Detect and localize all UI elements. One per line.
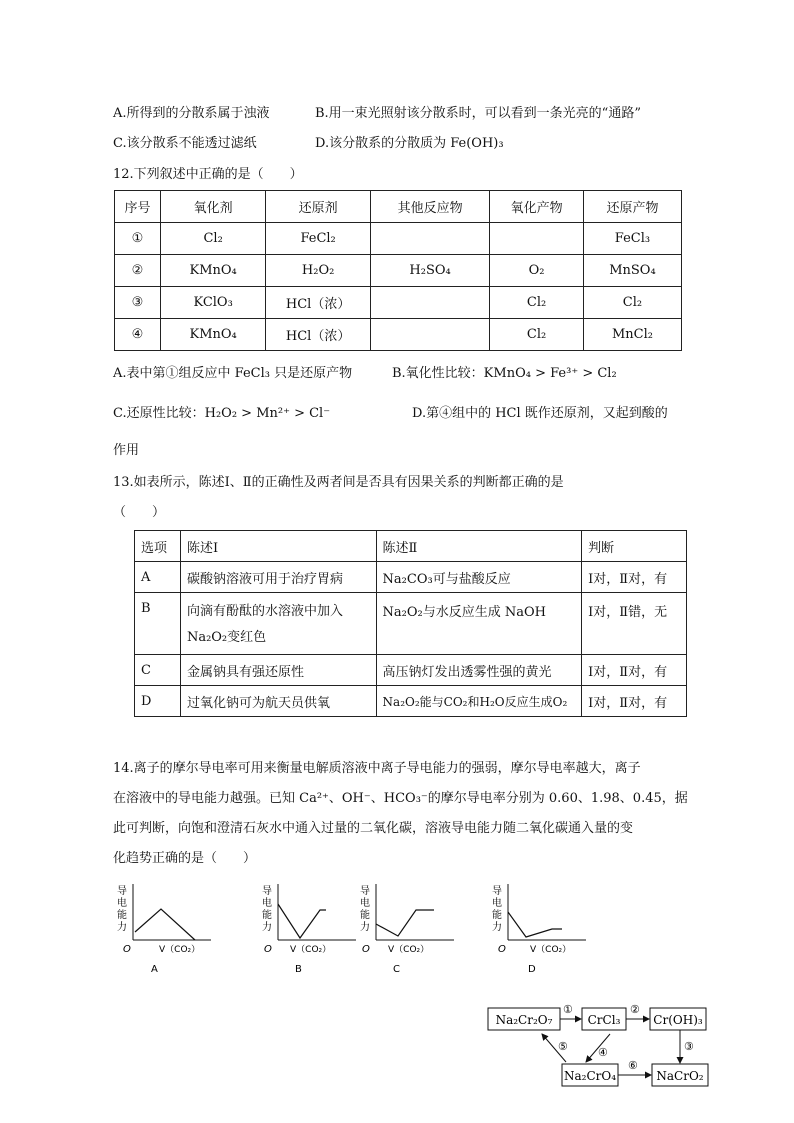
table-row <box>135 593 687 655</box>
q14-graph-d <box>490 882 590 981</box>
table-row <box>115 255 682 287</box>
table-cell: 高压钠灯发出透雾性强的黄光 <box>376 655 582 686</box>
graph-origin-label: O <box>264 944 272 955</box>
q11-option-a: A.所得到的分散系属于浊液 <box>113 106 270 121</box>
q12-option-c: C.还原性比较：H₂O₂ > Mn²⁺ > Cl⁻ <box>113 406 331 421</box>
graph-ylabel-char: 能 <box>117 910 127 921</box>
graph-xlabel: V（CO₂） <box>290 945 332 955</box>
graph-option-label: D <box>528 964 536 975</box>
flow-step-label: ② <box>630 1003 640 1016</box>
table-cell: ① <box>115 223 161 255</box>
graph-xlabel: V（CO₂） <box>388 945 430 955</box>
q11-option-b: B.用一束光照射该分散系时，可以看到一条光亮的“通路” <box>315 106 641 121</box>
graph-curve <box>135 909 195 940</box>
q13-rowB-text-line1: 向滴有酚酞的水溶液中加入 <box>186 604 343 619</box>
q12-table <box>114 190 682 351</box>
graph-curve <box>376 910 434 936</box>
q12-header-cell: 其他反应物 <box>370 191 489 223</box>
q12-option-d: D.第④组中的 HCl 既作还原剂，又起到酸的 <box>412 406 668 421</box>
q12-header-cell: 序号 <box>115 191 161 223</box>
table-cell: HCl（浓） <box>266 319 371 351</box>
table-cell: 过氧化钠可为航天员供氧 <box>180 686 376 717</box>
flow-step-label: ① <box>563 1003 573 1016</box>
q11-option-d: D.该分散系的分散质为 Fe(OH)₃ <box>315 136 504 151</box>
q12-header-cell: 氧化剂 <box>160 191 265 223</box>
q13-rowB-text-line2: Na₂O₂变红色 <box>186 630 267 645</box>
graph-a-svg <box>115 882 215 977</box>
graph-c-svg <box>358 882 458 977</box>
table-row <box>115 319 682 351</box>
q13-stem: 13.如表所示，陈述Ⅰ、Ⅱ的正确性及两者间是否具有因果关系的判断都正确的是 <box>113 475 564 490</box>
table-cell: O₂ <box>490 255 584 287</box>
q12-header-row <box>115 191 682 223</box>
table-cell: KMnO₄ <box>160 319 265 351</box>
table-cell <box>370 319 489 351</box>
graph-origin-label: O <box>362 944 370 955</box>
q13-answer-bracket: （ ） <box>113 505 166 520</box>
graph-ylabel-char: 电 <box>262 898 272 909</box>
table-cell: MnSO₄ <box>583 255 681 287</box>
q12-header-cell: 氧化产物 <box>490 191 584 223</box>
table-row <box>115 223 682 255</box>
q14-graph-a <box>115 882 215 981</box>
flow-step-label: ③ <box>684 1040 694 1053</box>
graph-curve <box>508 912 562 937</box>
table-cell: Ⅰ对，Ⅱ错，无 <box>582 593 687 655</box>
flow-step-label: ④ <box>598 1046 608 1059</box>
table-cell: Na₂CO₃可与盐酸反应 <box>376 562 582 593</box>
q13-header-cell: 陈述Ⅱ <box>376 531 582 562</box>
table-cell: Ⅰ对，Ⅱ对，有 <box>582 686 687 717</box>
flow-node-label: CrCl₃ <box>587 1013 621 1027</box>
graph-ylabel-char: 电 <box>492 898 502 909</box>
q14-stem-line3: 此可判断，向饱和澄清石灰水中通入过量的二氧化碳，溶液导电能力随二氧化碳通入量的变 <box>113 821 634 836</box>
graph-ylabel-char: 力 <box>360 922 370 933</box>
q14-graph-b <box>260 882 360 981</box>
table-cell: Ⅰ对，Ⅱ对，有 <box>582 655 687 686</box>
graph-ylabel-char: 导 <box>262 886 272 897</box>
table-cell: A <box>135 562 181 593</box>
q14-stem-line4: 化趋势正确的是（ ） <box>113 851 257 866</box>
table-cell: Cl₂ <box>583 287 681 319</box>
table-cell: Ⅰ对，Ⅱ对，有 <box>582 562 687 593</box>
q14-stem-line1: 14.离子的摩尔导电率可用来衡量电解质溶液中离子导电能力的强弱，摩尔导电率越大，离子 <box>113 761 641 776</box>
table-cell: KMnO₄ <box>160 255 265 287</box>
table-cell: Na₂O₂能与CO₂和H₂O反应生成O₂ <box>376 686 582 717</box>
flow-step-label: ⑤ <box>558 1040 568 1053</box>
table-row <box>115 287 682 319</box>
chromium-flow-diagram <box>486 1000 716 1096</box>
table-cell <box>180 593 376 655</box>
flow-node-label: Na₂CrO₄ <box>563 1069 617 1083</box>
table-cell: MnCl₂ <box>583 319 681 351</box>
table-cell: ② <box>115 255 161 287</box>
graph-option-label: B <box>295 964 302 975</box>
table-cell <box>370 223 489 255</box>
graph-d-svg <box>490 882 590 977</box>
graph-option-label: C <box>393 964 400 975</box>
table-cell: H₂O₂ <box>266 255 371 287</box>
table-cell: Cl₂ <box>490 319 584 351</box>
table-cell: 金属钠具有强还原性 <box>180 655 376 686</box>
table-row <box>135 562 687 593</box>
graph-ylabel-char: 力 <box>492 922 502 933</box>
flow-node-label: Cr(OH)₃ <box>653 1013 703 1027</box>
table-cell: ④ <box>115 319 161 351</box>
table-cell: H₂SO₄ <box>370 255 489 287</box>
q12-option-b: B.氧化性比较：KMnO₄ > Fe³⁺ > Cl₂ <box>392 366 617 381</box>
graph-xlabel: V（CO₂） <box>159 945 201 955</box>
flow-svg <box>486 1000 716 1092</box>
graph-ylabel-char: 导 <box>117 886 127 897</box>
table-cell: ③ <box>115 287 161 319</box>
table-cell: KClO₃ <box>160 287 265 319</box>
q12-header-cell: 还原产物 <box>583 191 681 223</box>
table-cell: FeCl₃ <box>583 223 681 255</box>
q13-header-cell: 判断 <box>582 531 687 562</box>
graph-curve <box>278 904 326 938</box>
graph-ylabel-char: 能 <box>360 910 370 921</box>
q12-option-a: A.表中第①组反应中 FeCl₃ 只是还原产物 <box>113 366 353 381</box>
table-cell <box>490 223 584 255</box>
q11-option-c: C.该分散系不能透过滤纸 <box>113 136 257 151</box>
table-cell <box>370 287 489 319</box>
q14-stem-line2: 在溶液中的导电能力越强。已知 Ca²⁺、OH⁻、HCO₃⁻的摩尔导电率分别为 0.60、1.98、0.45，据 <box>113 791 688 806</box>
table-row <box>135 655 687 686</box>
q12-stem: 12.下列叙述中正确的是（ ） <box>113 167 303 182</box>
table-cell: HCl（浓） <box>266 287 371 319</box>
q12-header-cell: 还原剂 <box>266 191 371 223</box>
graph-option-label: A <box>151 964 158 975</box>
q13-header-row <box>135 531 687 562</box>
graph-xlabel: V（CO₂） <box>530 945 572 955</box>
table-cell: D <box>135 686 181 717</box>
table-cell: FeCl₂ <box>266 223 371 255</box>
q13-header-cell: 陈述Ⅰ <box>180 531 376 562</box>
graph-ylabel-char: 导 <box>492 886 502 897</box>
graph-ylabel-char: 能 <box>262 910 272 921</box>
q12-option-d-cont: 作用 <box>113 443 140 458</box>
table-cell: 碳酸钠溶液可用于治疗胃病 <box>180 562 376 593</box>
graph-origin-label: O <box>123 944 131 955</box>
table-cell: Cl₂ <box>160 223 265 255</box>
graph-b-svg <box>260 882 360 977</box>
table-cell: B <box>135 593 181 655</box>
graph-origin-label: O <box>498 944 506 955</box>
flow-node-label: NaCrO₂ <box>656 1069 704 1083</box>
table-cell: Cl₂ <box>490 287 584 319</box>
graph-ylabel-char: 力 <box>262 922 272 933</box>
graph-ylabel-char: 能 <box>492 910 502 921</box>
graph-ylabel-char: 力 <box>117 922 127 933</box>
table-row <box>135 686 687 717</box>
flow-node-label: Na₂Cr₂O₇ <box>495 1013 553 1027</box>
graph-ylabel-char: 电 <box>360 898 370 909</box>
graph-ylabel-char: 导 <box>360 886 370 897</box>
flow-step-label: ⑥ <box>628 1059 638 1072</box>
q14-graph-c <box>358 882 458 981</box>
q13-table <box>134 530 687 717</box>
q13-header-cell: 选项 <box>135 531 181 562</box>
table-cell: Na₂O₂与水反应生成 NaOH <box>376 593 582 655</box>
table-cell: C <box>135 655 181 686</box>
graph-ylabel-char: 电 <box>117 898 127 909</box>
